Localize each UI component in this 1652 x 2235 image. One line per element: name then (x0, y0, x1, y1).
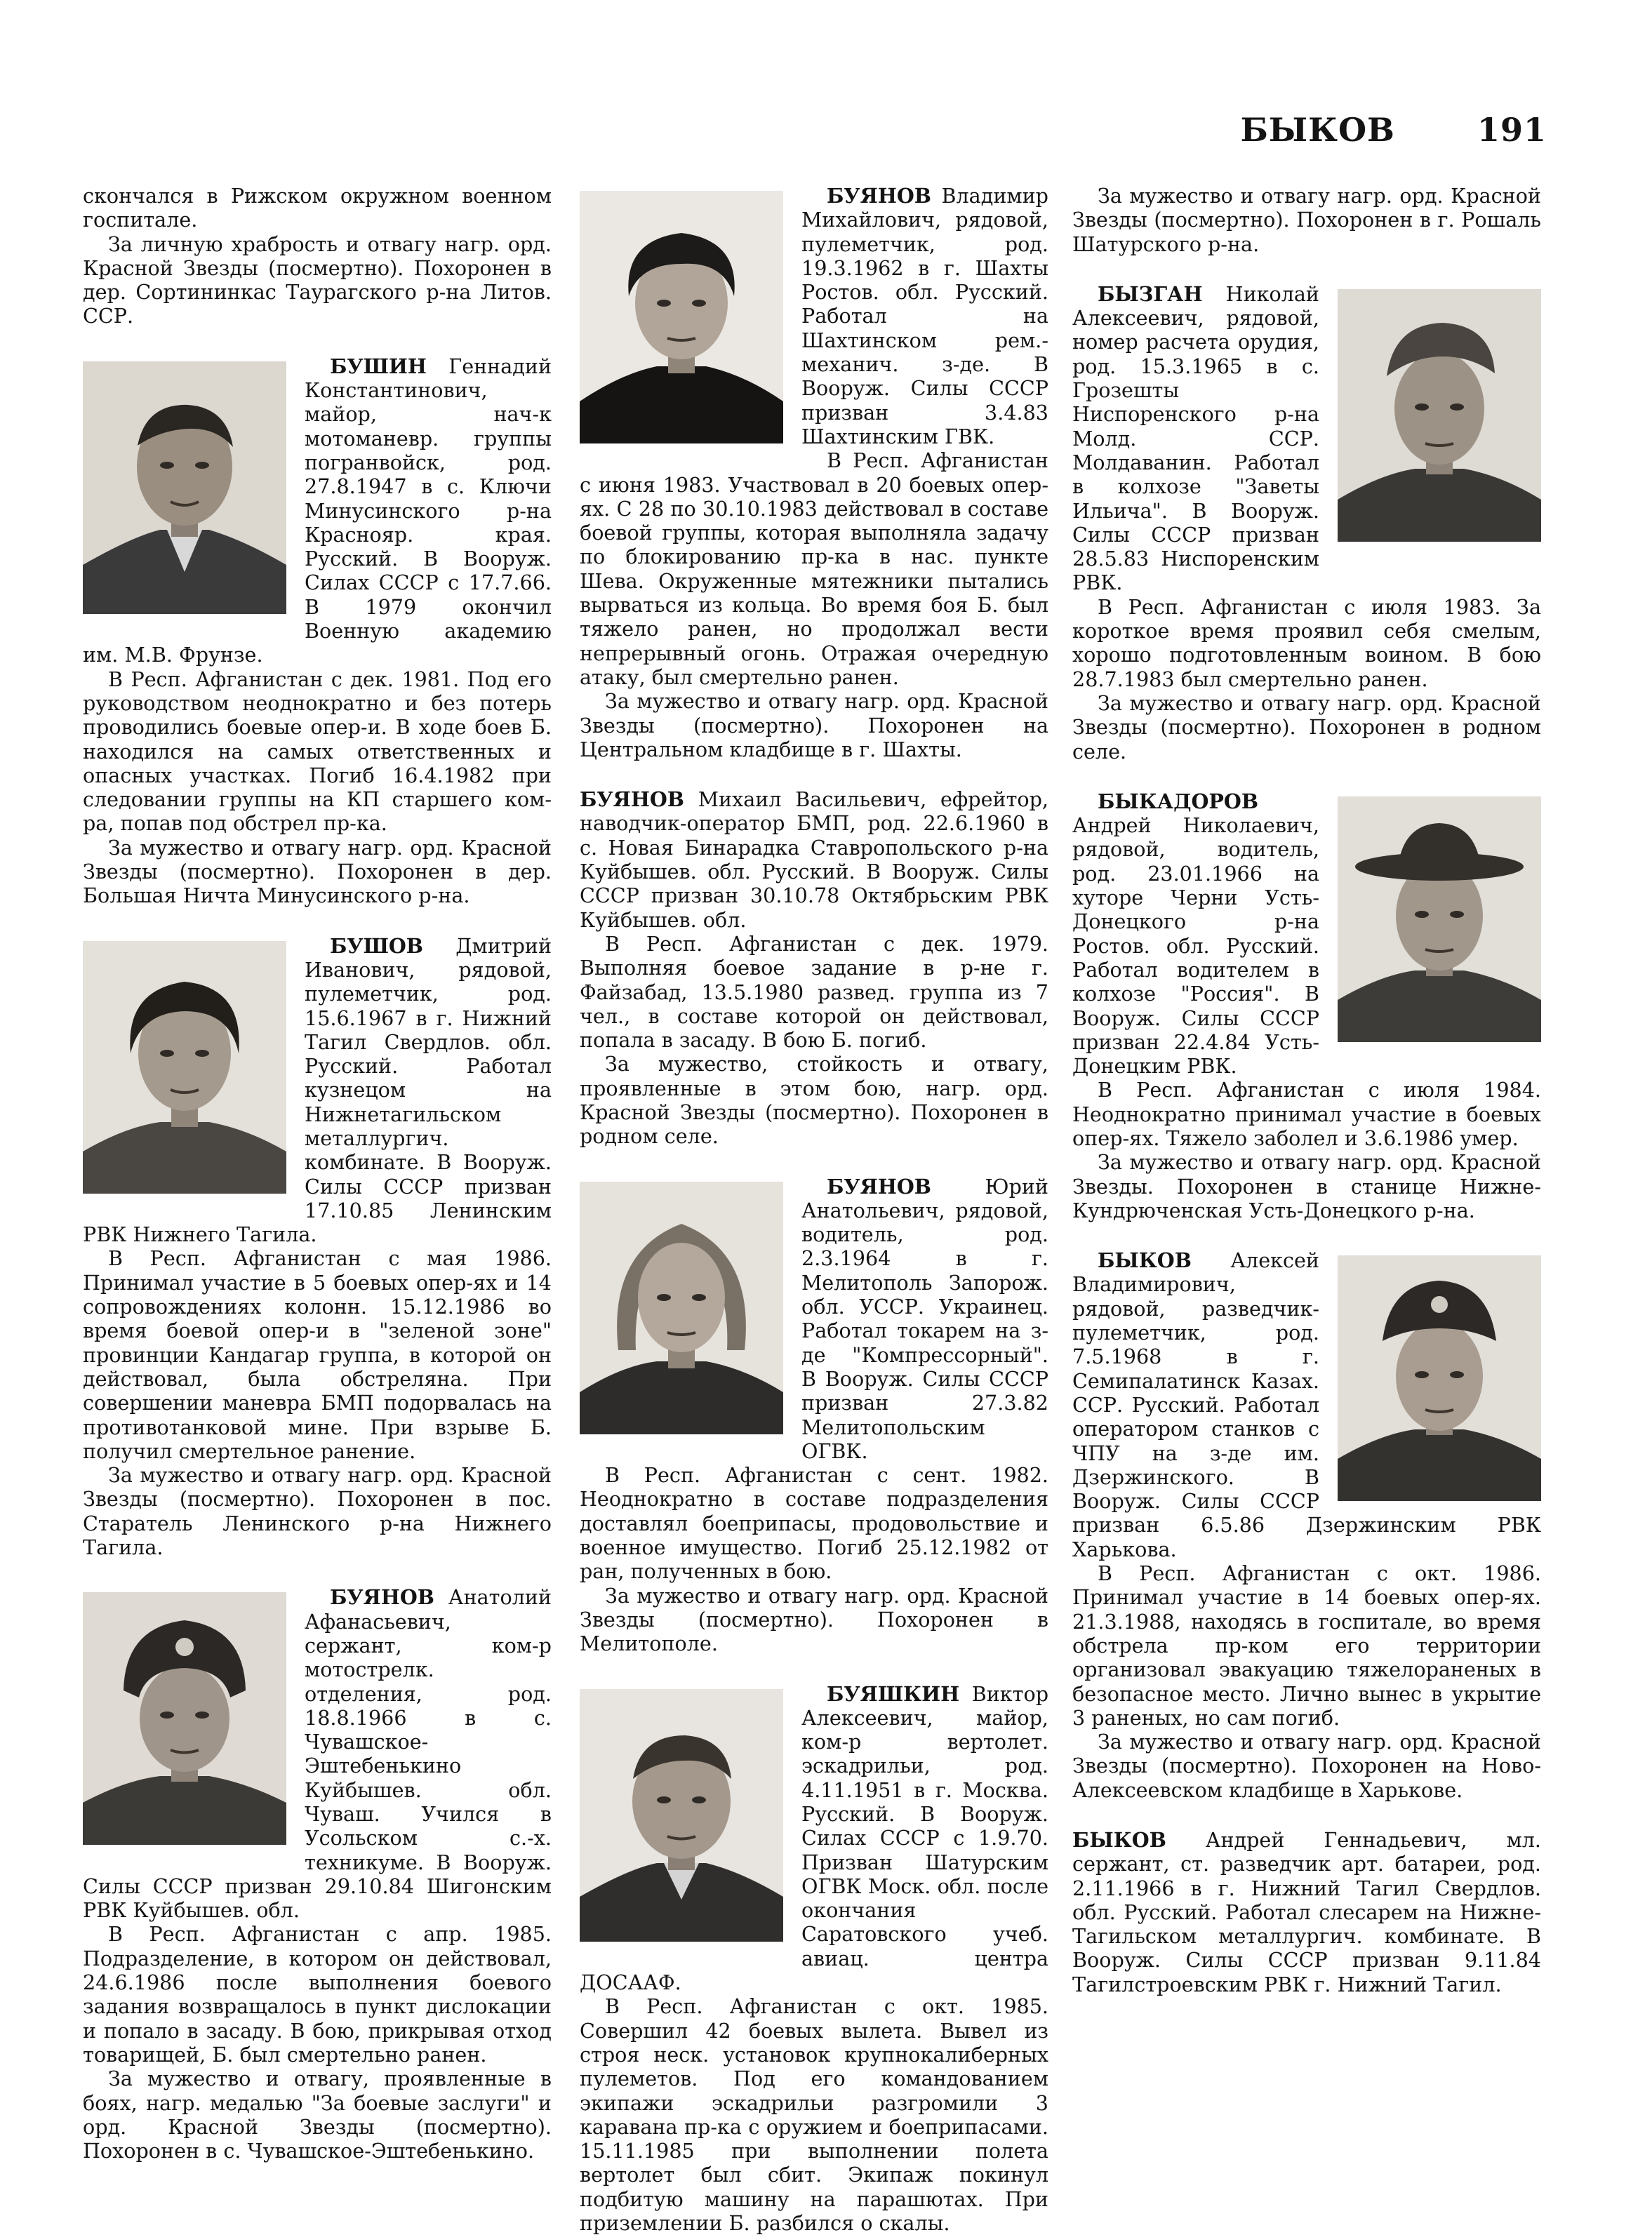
entry-buyanov-anatoly (83, 1585, 552, 2163)
entry-paragraph: В Респ. Афганистан с дек. 1979. Выполняя боевое задание в р-не г. Файзабад, 13.5.1980 развед. группа из 7 чел., в составе которой он действовал, попала в засаду. В бою Б. погиб. (580, 931, 1048, 1053)
entry-paragraph: В Респ. Афганистан с дек. 1981. Под его руководством неоднократно и без потерь проводились боевые опер-и. В ходе боев Б. находился на самых ответственных и опасных участках. Погиб 16.4.1982 при следовании группы на КП старшего ком-ра, попав под обстрел пр-ка. (83, 667, 552, 836)
portrait-photo (83, 361, 286, 614)
entry-paragraph: За мужество и отвагу нагр. орд. Красной Звезды (посмертно). Похоронен в г. Рошаль Шатурского р-на. (1072, 184, 1541, 256)
entry-buyanov-vladimir (580, 184, 1048, 761)
entry-lead: Андрей Геннадьевич, мл. сержант, ст. разведчик арт. батареи, род. 2.11.1966 в г. Нижний Тагил Свердлов. обл. Русский. Работал слесарем на Нижне-Тагильском металлургич. комбинате. В Вооруж. Силы СССР призван 9.11.84 Тагилстроевским РВК г. Нижний Тагил. (1072, 1828, 1541, 1996)
entry-lead: Дмитрий Иванович, рядовой, пулеметчик, род. 15.6.1967 в г. Нижний Тагил Свердлов. обл. Русский. Работал кузнецом на Нижнетагильском металлургич. комбинате. В Вооруж. Силы СССР призван 17.10.85 Ленинским РВК Нижнего Тагила. (83, 933, 552, 1247)
portrait-photo (1338, 796, 1541, 1042)
running-head (1241, 111, 1547, 149)
entry-buyanov-mikhail (580, 787, 1048, 1148)
entry-name: БЫКАДОРОВ (1098, 789, 1259, 813)
entry-paragraph: За личную храбрость и отвагу нагр. орд. Красной Звезды (посмертно). Похоронен в дер. Сортининкас Таурагского р-на Литов. ССР. (83, 232, 552, 328)
entry-name: БУШИН (330, 354, 427, 378)
entry-name: БЫЗГАН (1098, 281, 1203, 306)
entry-paragraph: За мужество и отвагу нагр. орд. Красной Звезды. Похоронен в станице Нижне-Кундрюченская Усть-Донецкого р-на. (1072, 1150, 1541, 1222)
entry-paragraph: В Респ. Афганистан с мая 1986. Принимал участие в 5 боевых опер-ях и 14 сопровождениях колонн. 15.12.1986 во время боевой опер-и в "зеленой зоне" провинции Кандагар группа, в которой он действовал, была обстреляна. При совершении маневра БМП подорвалась на противотанковой мине. При взрыве Б. получил смертельное ранение. (83, 1246, 552, 1463)
portrait-image (580, 191, 783, 443)
entry-paragraph: За мужество и отвагу нагр. орд. Красной Звезды (посмертно). Похоронен в пос. Старатель Ленинского р-на Нижнего Тагила. (83, 1463, 552, 1560)
entry-bushov (83, 934, 552, 1560)
entry-bushin (83, 354, 552, 908)
entry-paragraph: В Респ. Афганистан с окт. 1985. Совершил 42 боевых вылета. Вывел из строя неск. установок крупнокалиберных пулеметов. Под его командованием экипажи эскадрильи разгромили 3 каравана пр-ка с оружием и боеприпасами. 15.11.1985 при выполнении полета вертолет был сбит. Экипаж покинул подбитую машину на парашютах. При приземлении Б. разбился о скалы. (580, 1994, 1048, 2235)
entry-bykadorov (1072, 789, 1541, 1222)
entry-name: БЫКОВ (1098, 1248, 1192, 1273)
entry-paragraph: В Респ. Афганистан с июня 1983. Участвовал в 20 боевых опер-ях. С 28 по 30.10.1983 действовал в составе боевой группы, которая выполняла задачу по блокированию пр-ка в нас. пункте Шева. Окруженные мятежники пытались вырваться из кольца. Во время боя Б. был тяжело ранен, но продолжал вести непрерывный огонь. Отражая очередную атаку, был смертельно ранен. (580, 448, 1048, 689)
entry-bykov-andrey (1072, 1828, 1541, 1996)
entry-name: БУЯНОВ (827, 184, 931, 208)
portrait-image (83, 1592, 286, 1845)
entry-buyanov-yury (580, 1175, 1048, 1656)
entry-name: БУЯНОВ (580, 787, 684, 812)
entry-paragraph: За мужество и отвагу нагр. орд. Красной Звезды (посмертно). Похоронен на Ново-Алексеевском кладбище в Харькове. (1072, 1730, 1541, 1802)
entry-buyashkin (580, 1682, 1048, 2235)
entry-lead: Алексей Владимирович, рядовой, разведчик-пулеметчик, род. 7.5.1968 в г. Семипалатинск Казах. ССР. Русский. Работал оператором станков с ЧПУ на з-де им. Дзержинского. В Вооруж. Силы СССР призван 6.5.86 Дзержинским РВК Харькова. (1072, 1248, 1541, 1561)
portrait-image (580, 1182, 783, 1434)
portrait-photo (1338, 289, 1541, 542)
entry-lead: Владимир Михайлович, рядовой, пулеметчик, род. 19.3.1962 в г. Шахты Ростов. обл. Русский. Работал на Шахтинском рем.-механич. з-де. В Вооруж. Силы СССР призван 3.4.83 Шахтинским ГВК. (801, 184, 1048, 448)
entry-paragraph: В Респ. Афганистан с окт. 1986. Принимал участие в 14 боевых опер-ях. 21.3.1988, находясь в госпитале, во время обстрела пр-ком его территории организовал эвакуацию тяжелораненых в безопасное место. Лично вынес в укрытие 3 раненых, но сам погиб. (1072, 1561, 1541, 1730)
entry-paragraph: За мужество, стойкость и отвагу, проявленные в этом бою, нагр. орд. Красной Звезды (посмертно). Похоронен в родном селе. (580, 1052, 1048, 1149)
entry-paragraph: За мужество и отвагу нагр. орд. Красной Звезды (посмертно). Похоронен в родном селе. (1072, 690, 1541, 763)
entry-name: БУШОВ (330, 933, 423, 958)
portrait-photo (580, 1182, 783, 1434)
entry-paragraph: В Респ. Афганистан с апр. 1985. Подразделение, в котором он действовал, 24.6.1986 после выполнения боевого задания возвращалось в пункт дислокации и попало в засаду. В бою, прикрывая отход товарищей, Б. был смертельно ранен. (83, 1922, 552, 2067)
entry-name: БУЯНОВ (827, 1174, 931, 1199)
portrait-image (580, 1689, 783, 1942)
entry-paragraph: За мужество и отвагу нагр. орд. Красной Звезды (посмертно). Похоронен на Центральном кладбище в г. Шахты. (580, 689, 1048, 761)
entry-name: БЫКОВ (1072, 1828, 1166, 1852)
portrait-photo (83, 1592, 286, 1845)
entry-paragraph: В Респ. Афганистан с июля 1984. Неоднократно принимал участие в боевых опер-ях. Тяжело заболел и 3.6.1986 умер. (1072, 1078, 1541, 1150)
column-1 (83, 184, 552, 2163)
portrait-image (1338, 796, 1541, 1042)
portrait-image (83, 941, 286, 1194)
entry-lead: Андрей Николаевич, рядовой, водитель, род. 23.01.1966 на хуторе Черни Усть-Донецкого р-на Ростов. обл. Русский. Работал водителем в колхозе "Россия". В Вооруж. Силы СССР призван 22.4.84 Усть-Донецким РВК. (1072, 813, 1319, 1079)
entry-lead: Михаил Васильевич, ефрейтор, наводчик-оператор БМП, род. 22.6.1960 в с. Новая Бинарадка Ставропольского р-на Куйбышев. обл. Русский. В Вооруж. Силы СССР призван 30.10.78 Октябрьским РВК Куйбышев. обл. (580, 787, 1048, 932)
portrait-image (1338, 289, 1541, 542)
page-number: 191 (1477, 111, 1547, 149)
entry-paragraph: В Респ. Афганистан с июля 1983. За короткое время проявил себя смелым, хорошо подготовленным воином. В бою 28.7.1983 был смертельно ранен. (1072, 594, 1541, 691)
entry-buyashkin-continued (1072, 184, 1541, 256)
entry-paragraph: скончался в Рижском окружном военном госпитале. (83, 184, 552, 232)
entry-lead: Николай Алексеевич, рядовой, номер расчета орудия, род. 15.3.1965 в с. Грозешты Ниспоренского р-на Молд. ССР. Молдаванин. Работал в колхозе "Заветы Ильича". В Вооруж. Силы СССР призван 28.5.83 Ниспоренским РВК. (1072, 281, 1319, 595)
entry-lead: Виктор Алексеевич, майор, ком-р вертолет. эскадрильи, род. 4.11.1951 в г. Москва. Русский. В Вооруж. Силах СССР с 1.9.70. Призван Шатурским ОГВК Моск. обл. после окончания Саратовского учеб. авиац. центра ДОСААФ. (580, 1681, 1048, 1995)
entry-bykov-aleksey (1072, 1248, 1541, 1802)
portrait-photo (83, 941, 286, 1194)
entry-lead: Анатолий Афанасьевич, сержант, ком-р мотострелк. отделения, род. 18.8.1966 в с. Чувашское-Эштебенькино Куйбышев. обл. Чуваш. Учился в Усольском с.-х. техникуме. В Вооруж. Силы СССР призван 29.10.84 Шигонским РВК Куйбышев. обл. (83, 1585, 552, 1923)
entry-name: БУЯШКИН (827, 1681, 960, 1706)
portrait-image (1338, 1255, 1541, 1501)
column-3 (1072, 184, 1541, 1996)
entry-name: БУЯНОВ (330, 1585, 434, 1610)
entry-byzgan (1072, 282, 1541, 763)
portrait-image (83, 361, 286, 614)
entry-paragraph: В Респ. Афганистан с сент. 1982. Неоднократно в составе подразделения доставлял боеприпасы, продовольствие и военное имущество. Погиб 25.12.1982 от ран, полученных в бою. (580, 1463, 1048, 1584)
entry-lead: Юрий Анатольевич, рядовой, водитель, род. 2.3.1964 в г. Мелитополь Запорож. обл. УССР. Украинец. Работал токарем на з-де "Компрессорный". В Вооруж. Силы СССР призван 27.3.82 Мелитопольским ОГВК. (801, 1174, 1048, 1463)
entry-continuation (83, 184, 552, 328)
column-2 (580, 184, 1048, 2235)
entry-lead: Геннадий Константинович, майор, нач-к мотоманевр. группы погранвойск, род. 27.8.1947 в с. Ключи Минусинского р-на Краснояр. края. Русский. В Вооруж. Силах СССР с 17.7.66. В 1979 окончил Военную академию им. М.В. Фрунзе. (83, 354, 552, 667)
entry-paragraph: За мужество и отвагу нагр. орд. Красной Звезды (посмертно). Похоронен в Мелитополе. (580, 1583, 1048, 1656)
portrait-photo (1338, 1255, 1541, 1501)
portrait-photo (580, 191, 783, 443)
running-head-title: БЫКОВ (1240, 111, 1395, 149)
entry-paragraph: За мужество и отвагу нагр. орд. Красной Звезды (посмертно). Похоронен в дер. Большая Ничта Минусинского р-на. (83, 835, 552, 908)
entry-paragraph: За мужество и отвагу, проявленные в боях, нагр. медалью "За боевые заслуги" и орд. Красной Звезды (посмертно). Похоронен в с. Чувашское-Эштебенькино. (83, 2067, 552, 2163)
portrait-photo (580, 1689, 783, 1942)
